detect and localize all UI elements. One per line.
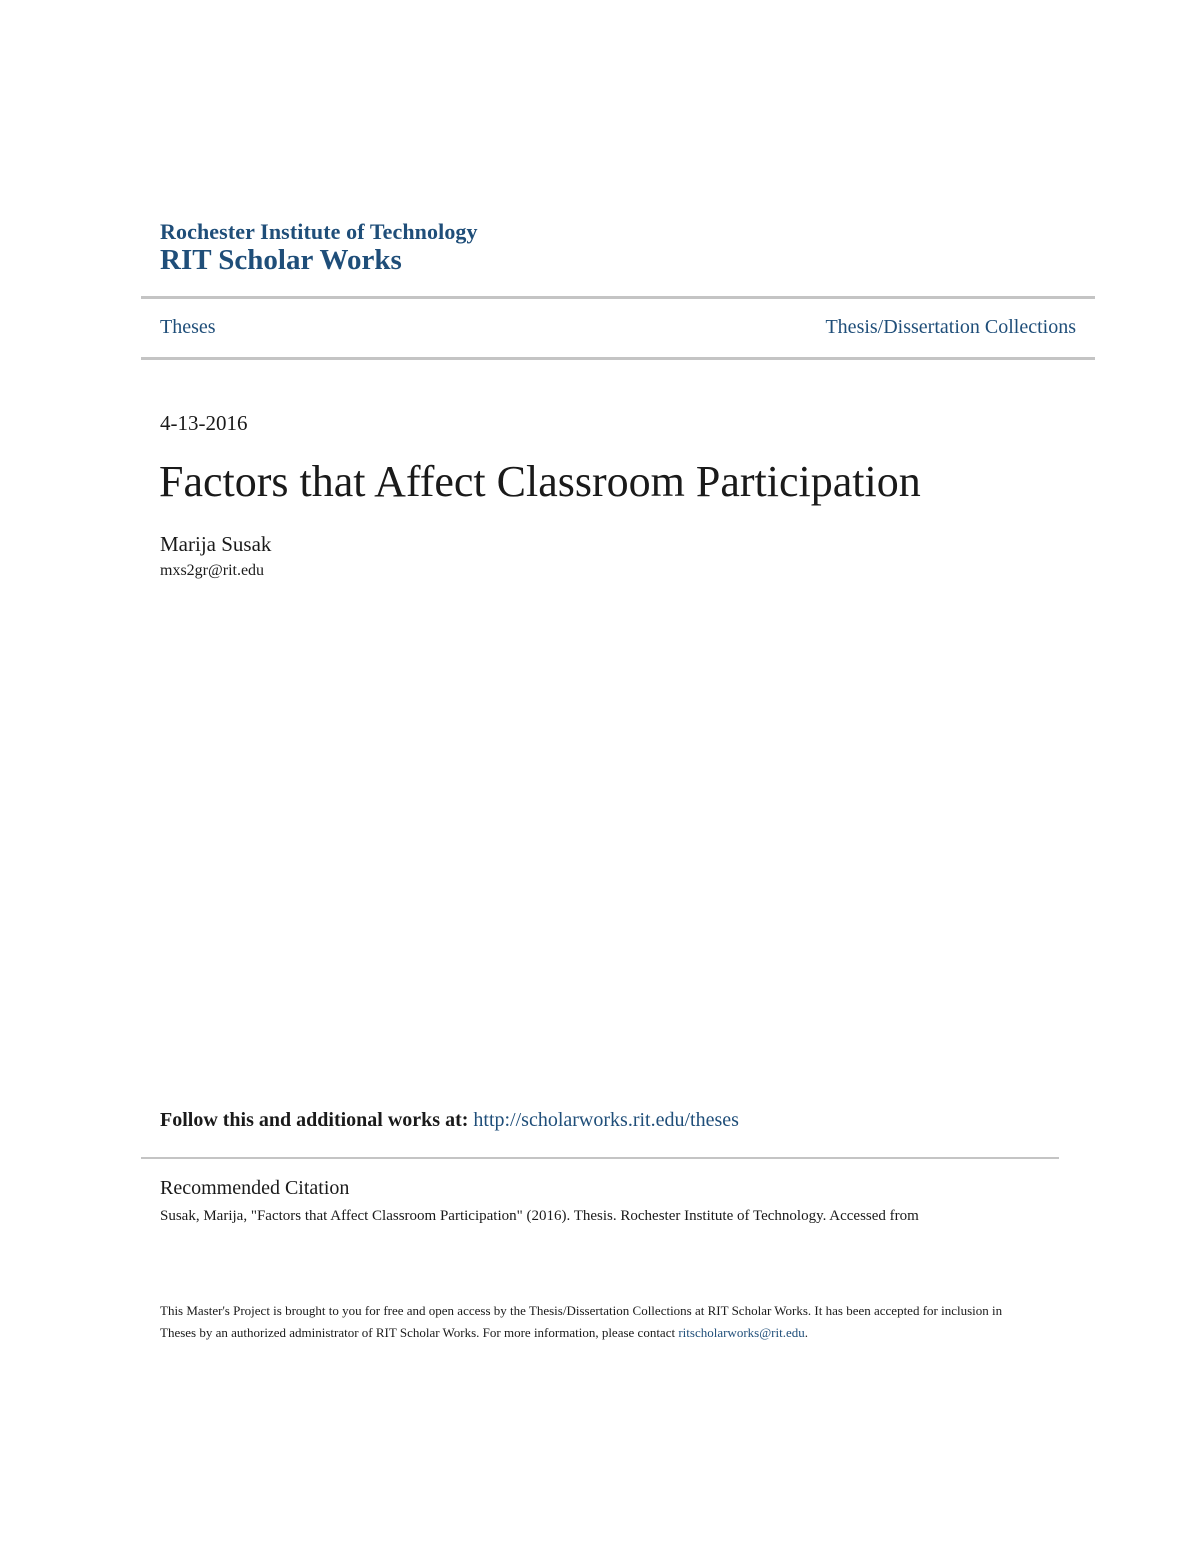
notice-end: . (804, 1325, 809, 1340)
document-title: Factors that Affect Classroom Participation (159, 457, 921, 506)
citation-divider (141, 1157, 1059, 1159)
notice-text: This Master's Project is brought to you for free and open access by the Thesis/Dissertation Collections at RIT Scholar Works. It has been accepted for inclusion in Theses by an authorized administrator of RIT Scholar Works. For more information, please contact (160, 1303, 1003, 1340)
author-email: mxs2gr@rit.edu (160, 562, 265, 579)
follow-label: Follow this and additional works at: (160, 1109, 469, 1131)
citation-text: Susak, Marija, "Factors that Affect Classroom Participation" (2016). Thesis. Rochester Institute of Technology. Accessed from (160, 1208, 919, 1224)
publication-date: 4-13-2016 (160, 411, 248, 435)
theses-url-link[interactable]: http://scholarworks.rit.edu/theses (473, 1109, 739, 1131)
header-divider-bottom (141, 357, 1095, 360)
citation-heading: Recommended Citation (160, 1177, 350, 1199)
contact-email-link[interactable]: ritscholarworks@rit.edu (678, 1325, 805, 1340)
access-notice (160, 1300, 1040, 1344)
author-name: Marija Susak (160, 532, 272, 556)
repository-name: RIT Scholar Works (160, 244, 402, 276)
header-divider-top (141, 296, 1095, 299)
institution-name: Rochester Institute of Technology (160, 219, 478, 244)
theses-link[interactable]: Theses (160, 316, 216, 338)
collections-link[interactable]: Thesis/Dissertation Collections (825, 316, 1076, 338)
follow-line (160, 1109, 739, 1132)
